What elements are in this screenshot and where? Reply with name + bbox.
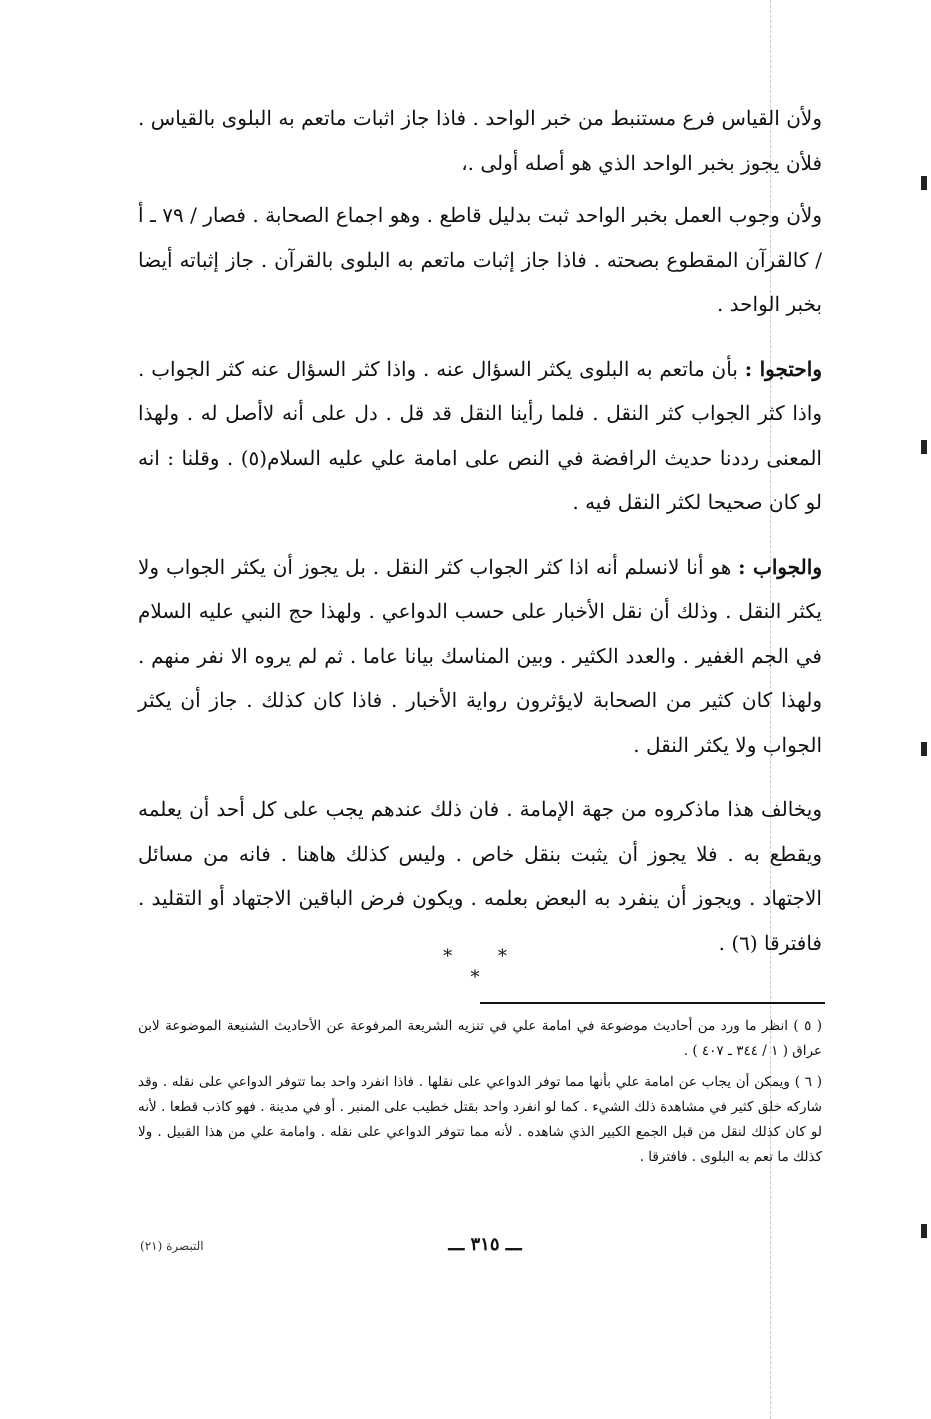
footnote-rule (480, 1002, 825, 1004)
paragraph-text: بأن ماتعم به البلوى يكثر السؤال عنه . واذا كثر السؤال عنه كثر الجواب . واذا كثر الجواب كثر النقل . فلما رأينا النقل قد قل . دل على أنه لاأصل له . ولهذا المعنى رددنا حديث الرافضة في النص على امامة علي عليه السلام(٥) . وقلنا : انه لو كان صحيحا لكثر النقل فيه . (138, 356, 822, 514)
paragraph (138, 347, 822, 525)
paragraph-lead: والجواب : (738, 554, 822, 579)
paragraph-text: ولأن القياس فرع مستنبط من خبر الواحد . فاذا جاز اثبات ماتعم به البلوى بالقياس . فلأن يجوز بخبر الواحد الذي هو أصله أولى .، (138, 106, 822, 175)
footnotes (138, 1014, 822, 1170)
paragraph (138, 96, 822, 185)
paragraph (138, 787, 822, 965)
margin-mark (921, 440, 927, 454)
page-number: ـــ ٣١٥ ـــ (448, 1234, 522, 1255)
paragraph (138, 193, 822, 327)
paragraph (138, 545, 822, 768)
paragraph-text: هو أنا لانسلم أنه اذا كثر الجواب كثر النقل . بل يجوز أن يكثر الجواب ولا يكثر النقل . وذلك أن نقل الأخبار على حسب الدواعي . ولهذا حج النبي عليه السلام في الجم الغفير . والعدد الكثير . وبين المناسك بيانا عاما . ثم لم يروه الا نفر منهم . ولهذا كان كثير من الصحابة لايؤثرون رواية الأخبار . فاذا كان كذلك . جاز أن يكثر الجواب ولا يكثر النقل . (138, 554, 822, 757)
section-separator: * * * (443, 946, 527, 988)
paragraph-text: ويخالف هذا ماذكروه من جهة الإمامة . فان ذلك عندهم يجب على كل أحد أن يعلمه ويقطع به . فلا يجوز أن يثبت بنقل خاص . وليس كذلك هاهنا . فانه من مسائل الاجتهاد . ويجوز أن ينفرد به البعض بعلمه . ويكون فرض الباقين الاجتهاد أو التقليد . فافترقا (٦) . (138, 797, 822, 955)
paragraph-lead: واحتجوا : (744, 356, 822, 381)
margin-mark (921, 742, 927, 756)
printer-signature: التبصرة (٢١) (140, 1239, 204, 1253)
margin-mark (921, 1224, 927, 1238)
paragraph-text: ولأن وجوب العمل بخبر الواحد ثبت بدليل قاطع . وهو اجماع الصحابة . فصار / ٧٩ ـ أ / كالقرآن المقطوع بصحته . فاذا جاز إثبات ماتعم به البلوى بالقرآن . جاز إثباته أيضا بخبر الواحد . (138, 203, 823, 316)
footnote: ( ٥ ) انظر ما ورد من أحاديث موضوعة في امامة علي في تنزيه الشريعة المرفوعة عن الأحاديث الشنيعة الموضوعة لابن عراق ( ١ / ٣٤٤ ـ ٤٠٧ ) . (138, 1018, 823, 1059)
margin-mark (921, 176, 927, 190)
main-text (138, 96, 822, 965)
footnote: ( ٦ ) ويمكن أن يجاب عن امامة علي بأنها مما توفر الدواعي على نقلها . فاذا انفرد واحد بما تتوفر الدواعي على نقله . وقد شاركه خلق كثير في مشاهدة ذلك الشيء . كما لو انفرد واحد بقتل خطيب على المنبر . أو في مدينة . فهو كاذب قطعا . لأنه لو كان كذلك لنقل من قبل الجمع الكبير الذي شاهده . لأنه مما تتوفر الدواعي على نقله . وامامة علي من هذا القبيل . ولا كذلك ما تعم به البلوى . فافترقا . (138, 1074, 823, 1165)
